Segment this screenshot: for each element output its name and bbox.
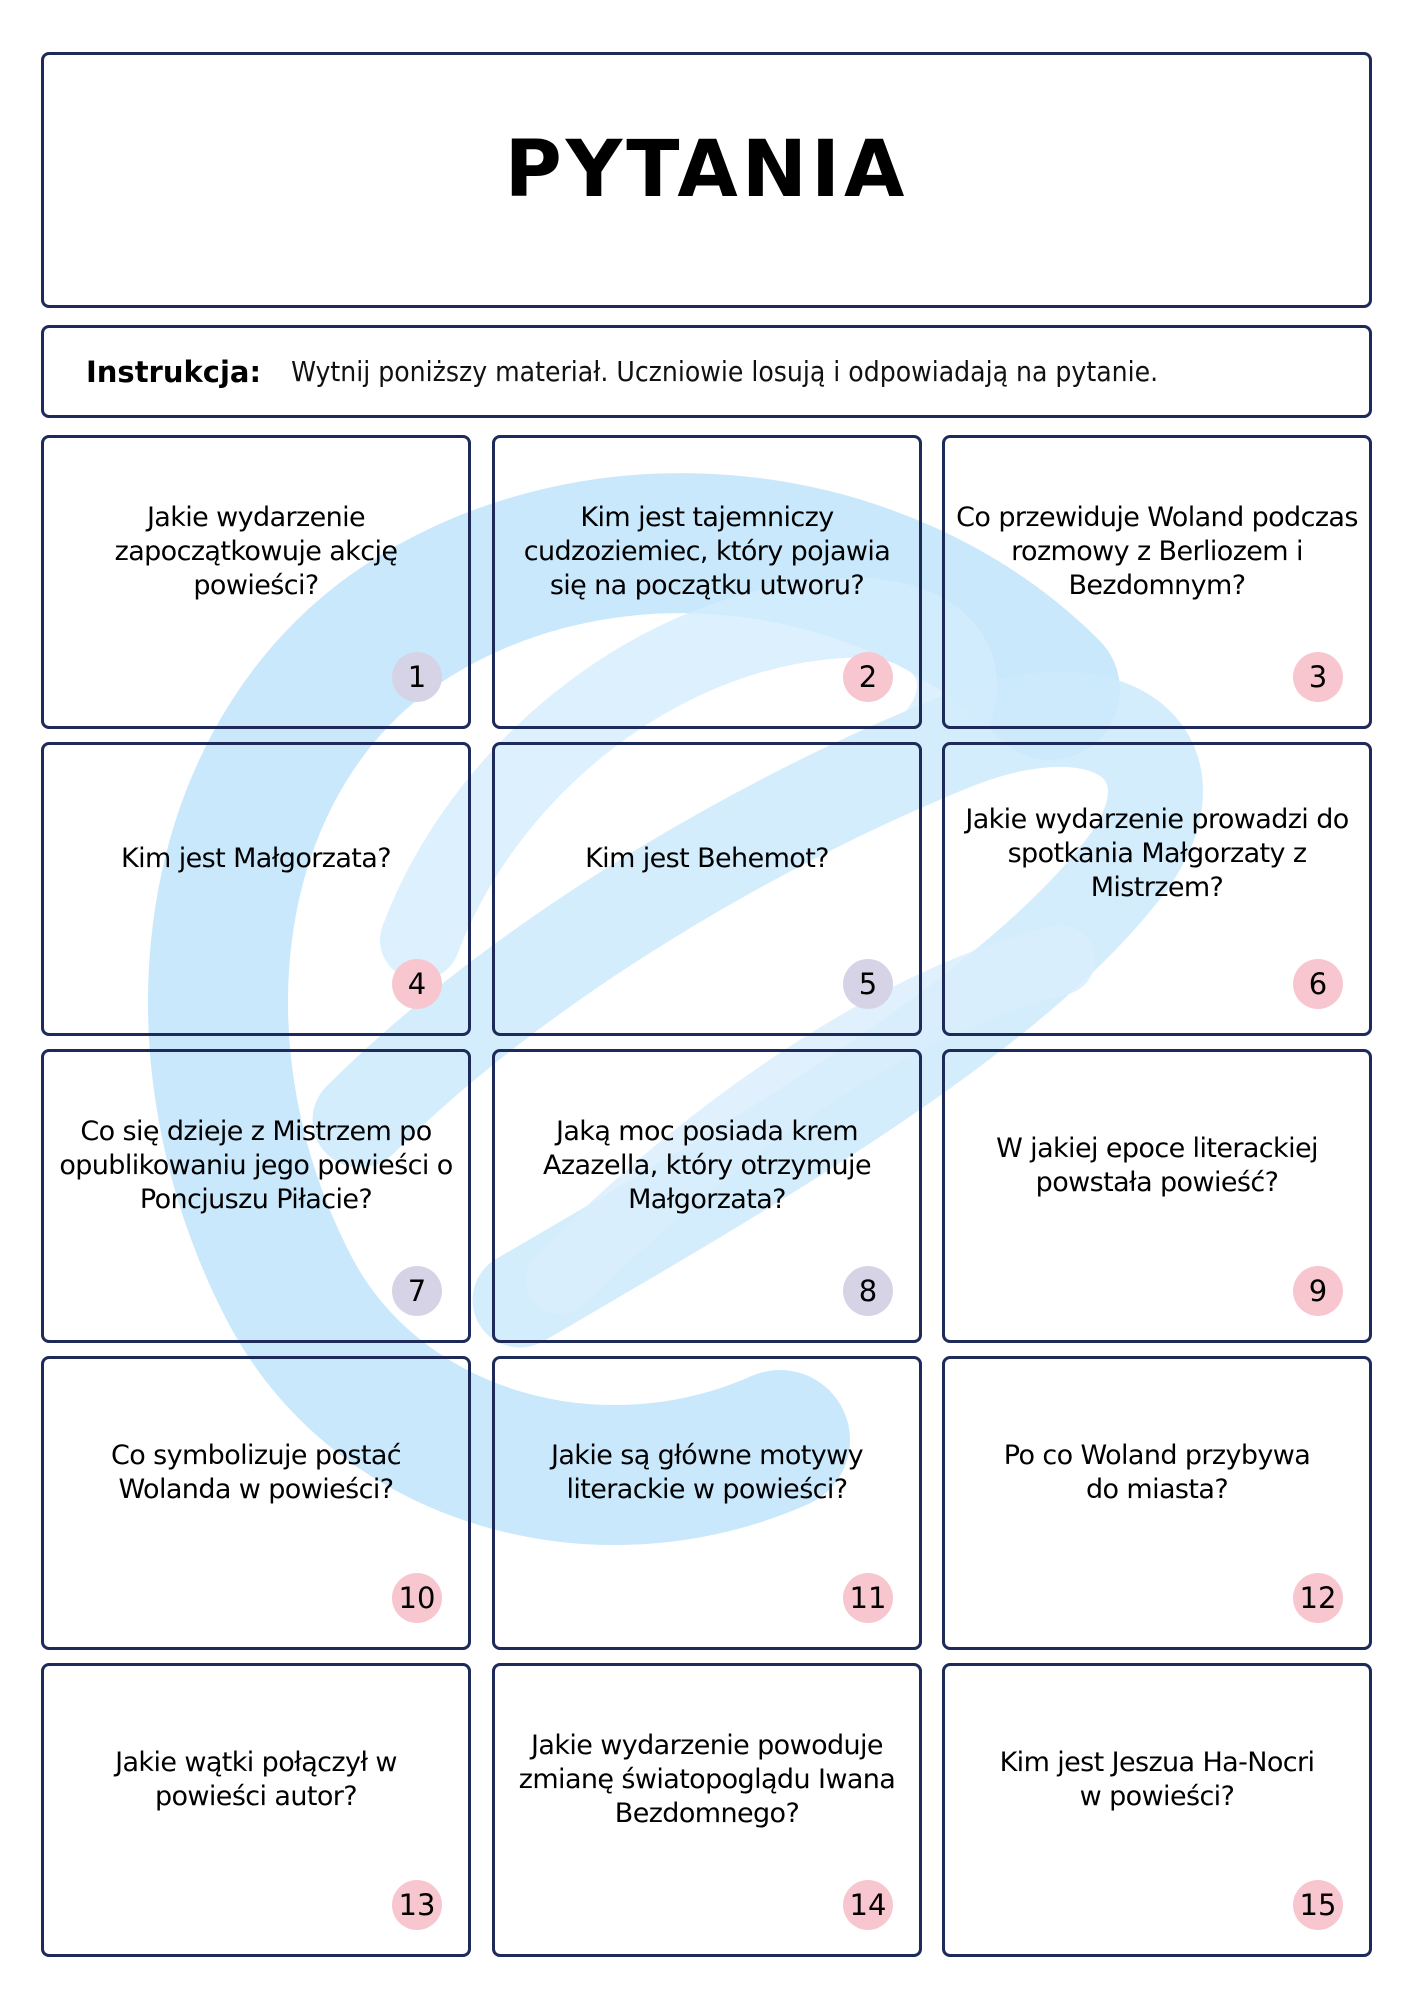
question-card-2[interactable]	[492, 435, 922, 729]
question-text: Jakie wydarzenie prowadzi do spotkania Małgorzaty z Mistrzem?	[965, 804, 1349, 903]
question-card-12[interactable]	[942, 1356, 1372, 1650]
instruction-label: Instrukcja:	[86, 354, 262, 389]
card-number-badge: 11	[843, 1573, 893, 1623]
question-card-15[interactable]	[942, 1663, 1372, 1957]
question-card-13[interactable]	[41, 1663, 471, 1957]
card-number-badge: 15	[1293, 1880, 1343, 1930]
card-number-badge: 7	[392, 1266, 442, 1316]
question-card-5[interactable]	[492, 742, 922, 1036]
question-text: Jakie wątki połączył w powieści autor?	[115, 1747, 397, 1812]
question-text: Kim jest Małgorzata?	[121, 843, 391, 874]
card-number-badge: 3	[1293, 652, 1343, 702]
card-number-badge: 12	[1293, 1573, 1343, 1623]
question-card-11[interactable]	[492, 1356, 922, 1650]
question-card-1[interactable]	[41, 435, 471, 729]
question-text: Co symbolizuje postać Wolanda w powieści?	[110, 1440, 402, 1505]
question-text: Kim jest Jeszua Ha-Nocri w powieści?	[999, 1747, 1315, 1812]
question-text: Jakie są główne motywy literackie w powieści?	[551, 1440, 863, 1505]
question-text: Kim jest tajemniczy cudzoziemiec, który pojawia się na początku utworu?	[523, 502, 891, 601]
question-card-8[interactable]	[492, 1049, 922, 1343]
card-number-badge: 6	[1293, 959, 1343, 1009]
question-card-3[interactable]	[942, 435, 1372, 729]
card-number-badge: 13	[392, 1880, 442, 1930]
card-number-badge: 9	[1293, 1266, 1343, 1316]
question-text: Co się dzieje z Mistrzem po opublikowaniu jego powieści o Poncjuszu Piłacie?	[59, 1116, 453, 1215]
question-card-6[interactable]	[942, 742, 1372, 1036]
card-number-badge: 8	[843, 1266, 893, 1316]
question-text: Co przewiduje Woland podczas rozmowy z Berliozem i Bezdomnym?	[956, 502, 1358, 601]
question-card-7[interactable]	[41, 1049, 471, 1343]
question-text: Jakie wydarzenie powoduje zmianę światopoglądu Iwana Bezdomnego?	[518, 1730, 896, 1829]
card-number-badge: 4	[392, 959, 442, 1009]
question-text: Kim jest Behemot?	[585, 843, 829, 874]
question-card-14[interactable]	[492, 1663, 922, 1957]
question-text: W jakiej epoce literackiej powstała powieść?	[996, 1133, 1318, 1198]
card-number-badge: 10	[392, 1573, 442, 1623]
question-text: Jaką moc posiada krem Azazella, który otrzymuje Małgorzata?	[543, 1116, 871, 1215]
instruction-text: Wytnij poniższy materiał. Uczniowie losują i odpowiadają na pytanie.	[291, 355, 1159, 388]
question-card-10[interactable]	[41, 1356, 471, 1650]
title-box	[41, 52, 1372, 308]
page-title: PYTANIA	[504, 125, 909, 215]
question-card-9[interactable]	[942, 1049, 1372, 1343]
question-text: Po co Woland przybywa do miasta?	[1003, 1440, 1311, 1505]
instruction-box	[41, 325, 1372, 418]
card-number-badge: 5	[843, 959, 893, 1009]
card-number-badge: 14	[843, 1880, 893, 1930]
question-card-4[interactable]	[41, 742, 471, 1036]
question-text: Jakie wydarzenie zapoczątkowuje akcję powieści?	[114, 502, 398, 601]
card-number-badge: 2	[843, 652, 893, 702]
card-number-badge: 1	[392, 652, 442, 702]
